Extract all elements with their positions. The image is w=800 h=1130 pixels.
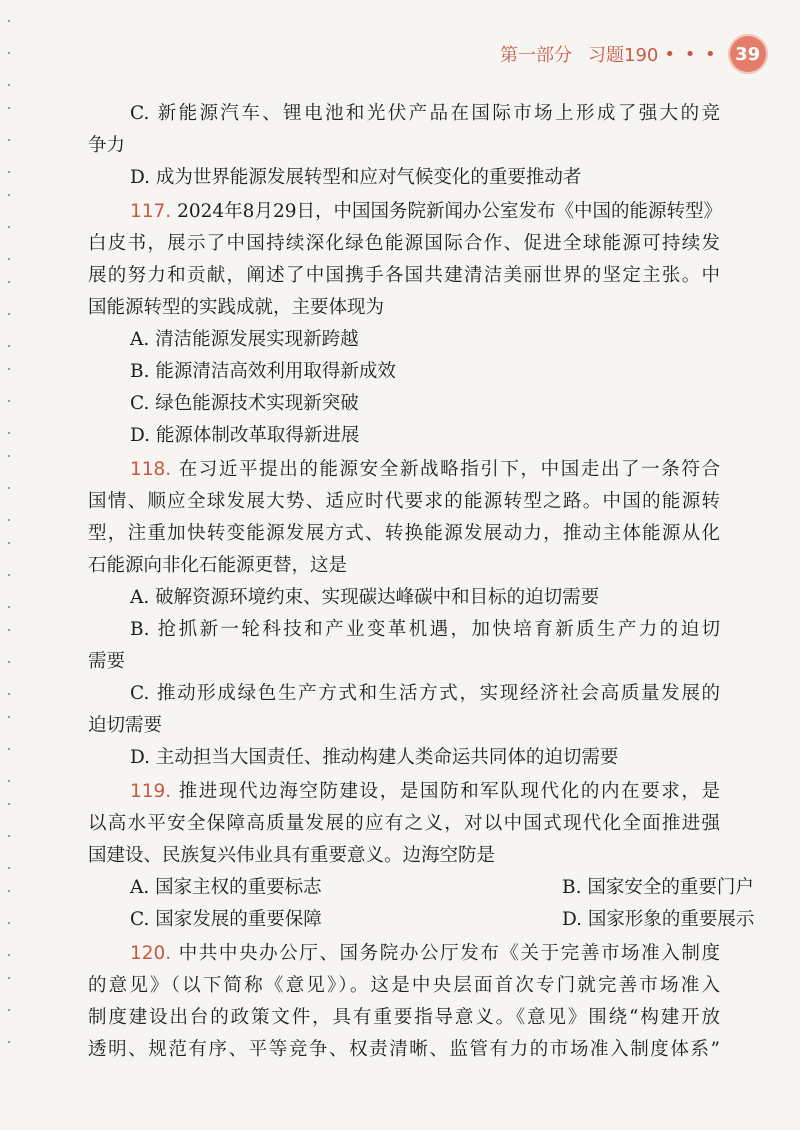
q118-stem-line2: 国情、顺应全球发展大势、适应时代要求的能源转型之路。中国的能源转: [88, 491, 720, 512]
binding-dot: [8, 1041, 10, 1043]
binding-dot: [8, 574, 10, 576]
binding-margin: [6, 20, 14, 1070]
q119-options-row2: [130, 904, 755, 936]
binding-dot: [8, 84, 10, 86]
section-title: 第一部分: [500, 45, 572, 66]
binding-dot: [8, 487, 10, 489]
q116-option-c-line1: C. 新能源汽车、锂电池和光伏产品在国际市场上形成了强大的竞: [130, 103, 720, 124]
binding-dot: [8, 922, 10, 924]
binding-dot: [8, 606, 10, 608]
binding-dot: [8, 1009, 10, 1011]
exercise-title: 习题190: [588, 45, 659, 66]
q118-stem-line1: [130, 454, 720, 486]
binding-dot: [8, 194, 10, 196]
q120-stem-line2: 的意见》（以下简称《意见》）。这是中央层面首次专门就完善市场准入: [88, 975, 720, 996]
q118-option-c-line2: 迫切需要: [88, 715, 163, 736]
q119-stem-line2: 以高水平安全保障高质量发展的应有之义，对以中国式现代化全面推进强: [88, 813, 720, 834]
q118-stem-line3: 型，注重加快转变能源发展方式、转换能源发展动力，推动主体能源从化: [88, 523, 720, 544]
binding-dot: [8, 519, 10, 521]
q118-stem-line4: 石能源向非化石能源更替，这是: [88, 555, 348, 576]
page-header: [500, 38, 768, 70]
q118-option-a: A. 破解资源环境约束、实现碳达峰碳中和目标的迫切需要: [130, 587, 600, 608]
q116-option-d: D. 成为世界能源发展转型和应对气候变化的重要推动者: [130, 167, 582, 188]
binding-dot: [8, 455, 10, 457]
q118-option-b-line2: 需要: [88, 651, 126, 672]
q118-stem-text: 在习近平提出的能源安全新战略指引下，中国走出了一条符合: [178, 459, 720, 480]
header-dots: • • •: [664, 43, 718, 65]
q119-option-b: B. 国家安全的重要门户: [562, 877, 754, 898]
binding-dot: [8, 780, 10, 782]
q117-option-c: C. 绿色能源技术实现新突破: [130, 393, 359, 414]
binding-dot: [8, 693, 10, 695]
question-number: 120.: [130, 943, 172, 964]
q119-option-c: C. 国家发展的重要保障: [130, 909, 322, 930]
binding-dot: [8, 171, 10, 173]
binding-dot: [8, 954, 10, 956]
binding-dot: [8, 748, 10, 750]
q119-stem-line1: [130, 776, 720, 808]
binding-dot: [8, 258, 10, 260]
binding-dot: [8, 139, 10, 141]
q117-stem-line1: [130, 196, 720, 228]
q119-option-d: D. 国家形象的重要展示: [562, 909, 755, 930]
q117-stem-line3: 展的努力和贡献，阐述了中国携手各国共建清洁美丽世界的坚定主张。中: [88, 265, 720, 286]
binding-dot: [8, 52, 10, 54]
q117-option-b: B. 能源清洁高效利用取得新成效: [130, 361, 396, 382]
binding-dot: [8, 313, 10, 315]
q117-stem-line4: 国能源转型的实践成就，主要体现为: [88, 297, 385, 318]
q117-stem-text: 2024年8月29日，中国国务院新闻办公室发布《中国的能源转型》: [177, 201, 722, 222]
q120-stem-line4: 透明、规范有序、平等竞争、权责清晰、监管有力的市场准入制度体系”: [88, 1039, 720, 1060]
binding-dot: [8, 542, 10, 544]
question-number: 117.: [130, 201, 172, 222]
binding-dot: [8, 716, 10, 718]
binding-dot: [8, 107, 10, 109]
q118-option-d: D. 主动担当大国责任、推动构建人类命运共同体的迫切需要: [130, 747, 619, 768]
q119-options-row1: [130, 872, 754, 904]
q119-stem-text: 推进现代边海空防建设，是国防和军队现代化的内在要求，是: [178, 781, 720, 802]
binding-dot: [8, 629, 10, 631]
binding-dot: [8, 977, 10, 979]
q119-stem-line3: 国建设、民族复兴伟业具有重要意义。边海空防是: [88, 845, 496, 866]
binding-dot: [8, 890, 10, 892]
binding-dot: [8, 835, 10, 837]
question-number: 119.: [130, 781, 172, 802]
binding-dot: [8, 20, 10, 22]
q117-stem-line2: 白皮书，展示了中国持续深化绿色能源国际合作、促进全球能源可持续发: [88, 233, 720, 254]
q118-option-b-line1: B. 抢抓新一轮科技和产业变革机遇，加快培育新质生产力的迫切: [130, 619, 720, 640]
q119-option-a: A. 国家主权的重要标志: [130, 877, 322, 898]
binding-dot: [8, 400, 10, 402]
binding-dot: [8, 803, 10, 805]
binding-dot: [8, 226, 10, 228]
q116-option-c-line2: 争力: [88, 135, 126, 156]
q117-option-d: D. 能源体制改革取得新进展: [130, 425, 360, 446]
binding-dot: [8, 867, 10, 869]
binding-dot: [8, 432, 10, 434]
q120-stem-line3: 制度建设出台的政策文件，具有重要指导意义。《意见》围绕“构建开放: [88, 1007, 720, 1028]
q120-stem-text: 中共中央办公厅、国务院办公厅发布《关于完善市场准入制度: [178, 943, 720, 964]
binding-dot: [8, 368, 10, 370]
binding-dot: [8, 661, 10, 663]
page-number-badge: 39: [728, 34, 768, 74]
question-number: 118.: [130, 459, 172, 480]
q117-option-a: A. 清洁能源发展实现新跨越: [130, 329, 359, 350]
q118-option-c-line1: C. 推动形成绿色生产方式和生活方式，实现经济社会高质量发展的: [130, 683, 720, 704]
binding-dot: [8, 281, 10, 283]
binding-dot: [8, 345, 10, 347]
q120-stem-line1: [130, 938, 720, 970]
